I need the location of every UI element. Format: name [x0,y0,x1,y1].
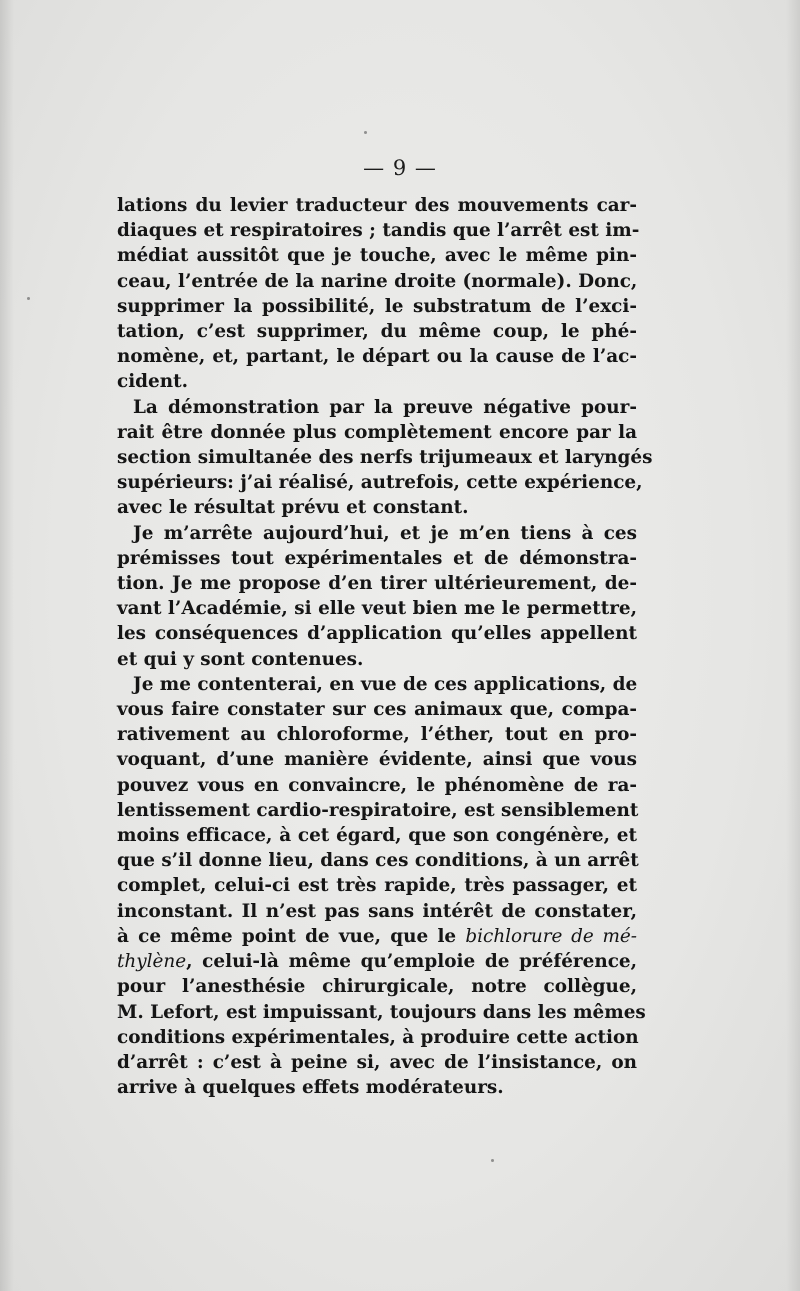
text-line: que s’il donne lieu, dans ces conditions, à un arrêt [117,850,639,872]
text-line: rativement au chloroforme, l’éther, tout en pro- [117,724,637,746]
paper-speck [364,131,367,134]
text-line: prémisses tout expérimentales et de démonstra- [117,547,637,569]
text-line: tation, c’est supprimer, du même coup, le phé- [117,321,637,343]
paragraph [117,672,646,1100]
text-line: tion. Je me propose d’en tirer ultérieurement, de- [117,573,637,595]
text-line: arrive à quelques effets modérateurs. [117,1077,504,1099]
text-line: pouvez vous en convaincre, le phénomène de ra- [117,774,637,796]
text-line: voquant, d’une manière évidente, ainsi que vous [117,749,637,771]
text-line: vant l’Académie, si elle veut bien me le permettre, [117,598,637,620]
text-line: médiat aussitôt que je touche, avec le même pin- [117,245,637,267]
text-line-mixed [117,924,637,949]
text-line: d’arrêt : c’est à peine si, avec de l’insistance, on [117,1051,637,1073]
text-line: Je m’arrête aujourd’hui, et je m’en tiens à ces [133,522,637,544]
text-line: cident. [117,371,189,393]
text-line: avec le résultat prévu et constant. [117,497,469,519]
text-line: Je me contenterai, en vue de ces applications, de [133,673,638,695]
text-line: section simultanée des nerfs trijumeaux et laryngés [117,447,653,469]
text-line: ceau, l’entrée de la narine droite (normale). Donc, [117,270,638,292]
text-line: et qui y sont contenues. [117,648,364,670]
text-line: M. Lefort, est impuissant, toujours dans les mêmes [117,1001,646,1023]
paper-speck [491,1159,494,1162]
paragraph [117,395,653,521]
text-line: pour l’anesthésie chirurgicale, notre collègue, [117,976,637,998]
page-text [117,193,653,1100]
text-line: complet, celui-ci est très rapide, très passager, et [117,875,637,897]
text-line: supprimer la possibilité, le substratum de l’exci- [117,295,637,317]
text-line-mixed [117,949,637,974]
text-line: vous faire constater sur ces animaux que, compa- [117,699,637,721]
text-line: La démonstration par la preuve négative pour- [133,396,637,418]
paragraph [117,193,640,395]
text-line: diaques et respiratoires ; tandis que l’arrêt est im- [117,220,640,242]
text-line: supérieurs: j’ai réalisé, autrefois, cette expérience, [117,472,643,494]
text-line: les conséquences d’application qu’elles appellent [117,623,637,645]
page-right-edge [786,0,800,1291]
italic-term: thylène [117,951,187,973]
text-line: nomène, et, partant, le départ ou la cause de l’ac- [117,346,637,368]
paper-speck [27,297,30,300]
text-line: rait être donnée plus complètement encore par la [117,421,637,443]
text-line: conditions expérimentales, à produire cette action [117,1026,639,1048]
italic-term: bichlorure de mé- [465,925,637,947]
text-fragment: à ce même point de vue, que le [117,925,466,947]
text-line: moins efficace, à cet égard, que son congénère, et [117,825,637,847]
text-line: inconstant. Il n’est pas sans intérêt de constater, [117,900,637,922]
page-number: — 9 — [363,156,437,180]
text-line: lentissement cardio-respiratoire, est sensiblement [117,799,639,821]
text-fragment: , celui-là même qu’emploie de préférence, [186,951,637,973]
page-left-edge [0,0,14,1291]
paragraph [117,521,637,672]
text-line: lations du levier traducteur des mouvements car- [117,195,637,216]
